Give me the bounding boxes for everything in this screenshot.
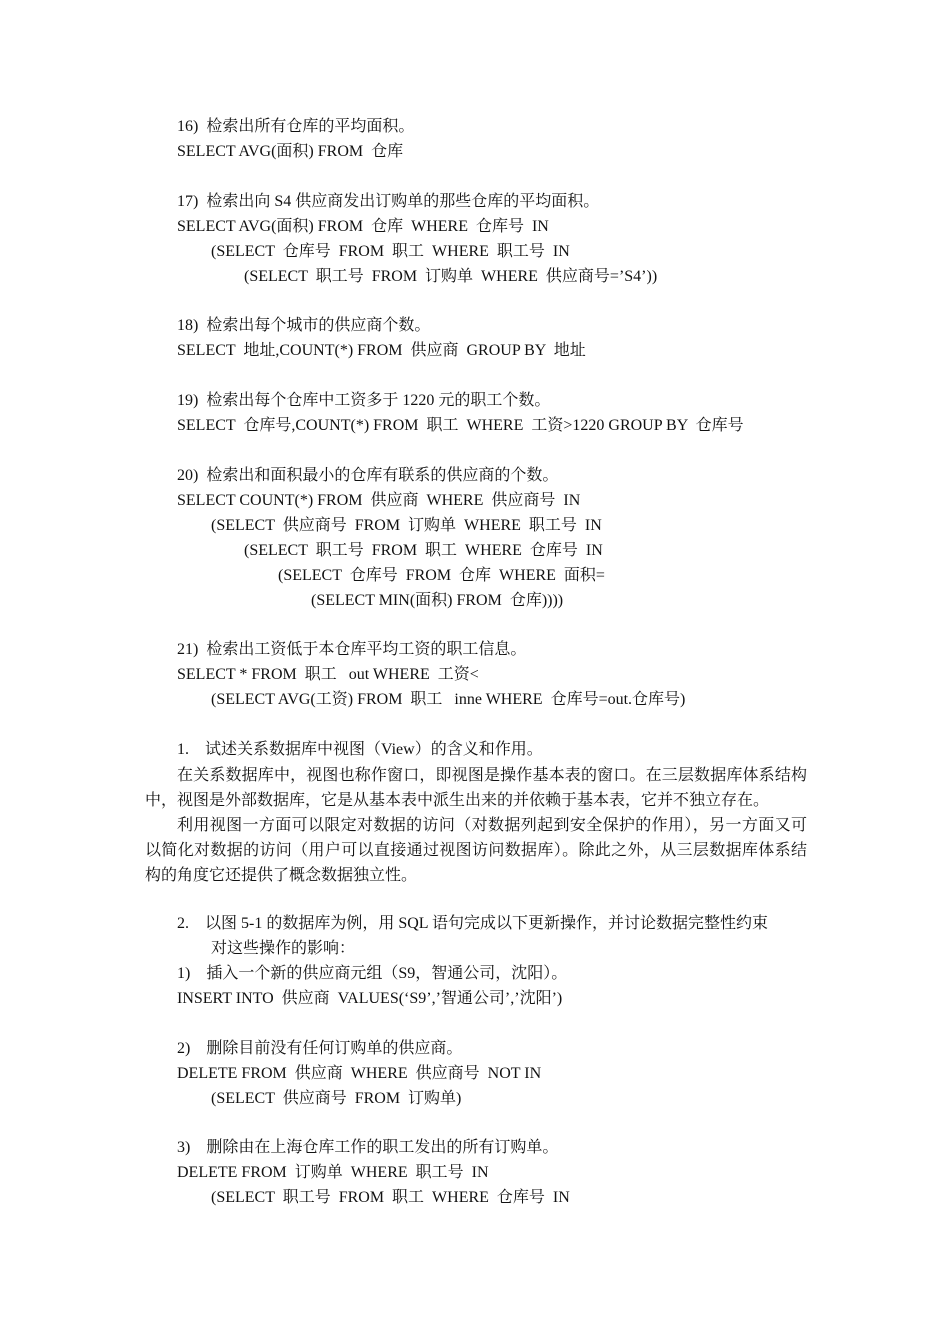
section-2-title-line-2: 对这些操作的影响： [211, 940, 356, 957]
q20-sql-line-3: (SELECT 职工号 FROM 职工 WHERE 仓库号 IN [244, 542, 603, 559]
q17-sql-line-2: (SELECT 仓库号 FROM 职工 WHERE 职工号 IN [211, 243, 570, 260]
q21-title: 21) 检索出工资低于本仓库平均工资的职工信息。 [177, 641, 527, 658]
section-2-title-line-1: 2. 以图 5-1 的数据库为例，用 SQL 语句完成以下更新操作，并讨论数据完整性约束 [177, 915, 768, 932]
q17-title: 17) 检索出向 S4 供应商发出订购单的那些仓库的平均面积。 [177, 193, 600, 210]
item-1-title: 1) 插入一个新的供应商元组（S9，智通公司，沈阳）。 [177, 965, 568, 982]
item-2-sql-line-2: (SELECT 供应商号 FROM 订购单) [211, 1090, 462, 1107]
q17-sql-line-1: SELECT AVG(面积) FROM 仓库 WHERE 仓库号 IN [177, 218, 549, 235]
q21-sql-line-1: SELECT * FROM 职工 out WHERE 工资< [177, 666, 479, 683]
section-1-paragraph-1: 在关系数据库中，视图也称作窗口，即视图是操作基本表的窗口。在三层数据库体系结构中，视图是外部数据库，它是从基本表中派生出来的并依赖于基本表，它并不独立存在。 [145, 767, 807, 809]
q20-sql-line-4: (SELECT 仓库号 FROM 仓库 WHERE 面积= [278, 567, 605, 584]
q16-title: 16) 检索出所有仓库的平均面积。 [177, 118, 415, 135]
q18-title: 18) 检索出每个城市的供应商个数。 [177, 317, 431, 334]
q21-sql-line-2: (SELECT AVG(工资) FROM 职工 inne WHERE 仓库号=out.仓库号) [211, 691, 686, 708]
q20-sql-line-1: SELECT COUNT(*) FROM 供应商 WHERE 供应商号 IN [177, 492, 581, 509]
section-1-paragraph-2: 利用视图一方面可以限定对数据的访问（对数据列起到安全保护的作用），另一方面又可以简化对数据的访问（用户可以直接通过视图访问数据库）。除此之外，从三层数据库体系结构的角度它还提供了概念数据独立性。 [145, 817, 807, 884]
q16-sql-line-1: SELECT AVG(面积) FROM 仓库 [177, 143, 404, 160]
item-3-title: 3) 删除由在上海仓库工作的职工发出的所有订购单。 [177, 1139, 559, 1156]
q18-sql-line-1: SELECT 地址,COUNT(*) FROM 供应商 GROUP BY 地址 [177, 342, 586, 359]
q20-sql-line-5: (SELECT MIN(面积) FROM 仓库)))) [311, 592, 564, 609]
q19-sql-line-1: SELECT 仓库号,COUNT(*) FROM 职工 WHERE 工资>1220 GROUP BY 仓库号 [177, 417, 744, 434]
item-3-sql-line-1: DELETE FROM 订购单 WHERE 职工号 IN [177, 1164, 489, 1181]
q17-sql-line-3: (SELECT 职工号 FROM 订购单 WHERE 供应商号=’S4’)) [244, 268, 658, 285]
item-2-sql-line-1: DELETE FROM 供应商 WHERE 供应商号 NOT IN [177, 1065, 542, 1082]
item-2-title: 2) 删除目前没有任何订购单的供应商。 [177, 1040, 463, 1057]
item-1-sql-line-1: INSERT INTO 供应商 VALUES(‘S9’,’智通公司’,’沈阳’) [177, 990, 563, 1007]
item-3-sql-line-2: (SELECT 职工号 FROM 职工 WHERE 仓库号 IN [211, 1189, 570, 1206]
q20-sql-line-2: (SELECT 供应商号 FROM 订购单 WHERE 职工号 IN [211, 517, 602, 534]
q20-title: 20) 检索出和面积最小的仓库有联系的供应商的个数。 [177, 467, 559, 484]
section-1-title: 1. 试述关系数据库中视图（View）的含义和作用。 [177, 741, 543, 758]
q19-title: 19) 检索出每个仓库中工资多于 1220 元的职工个数。 [177, 392, 551, 409]
